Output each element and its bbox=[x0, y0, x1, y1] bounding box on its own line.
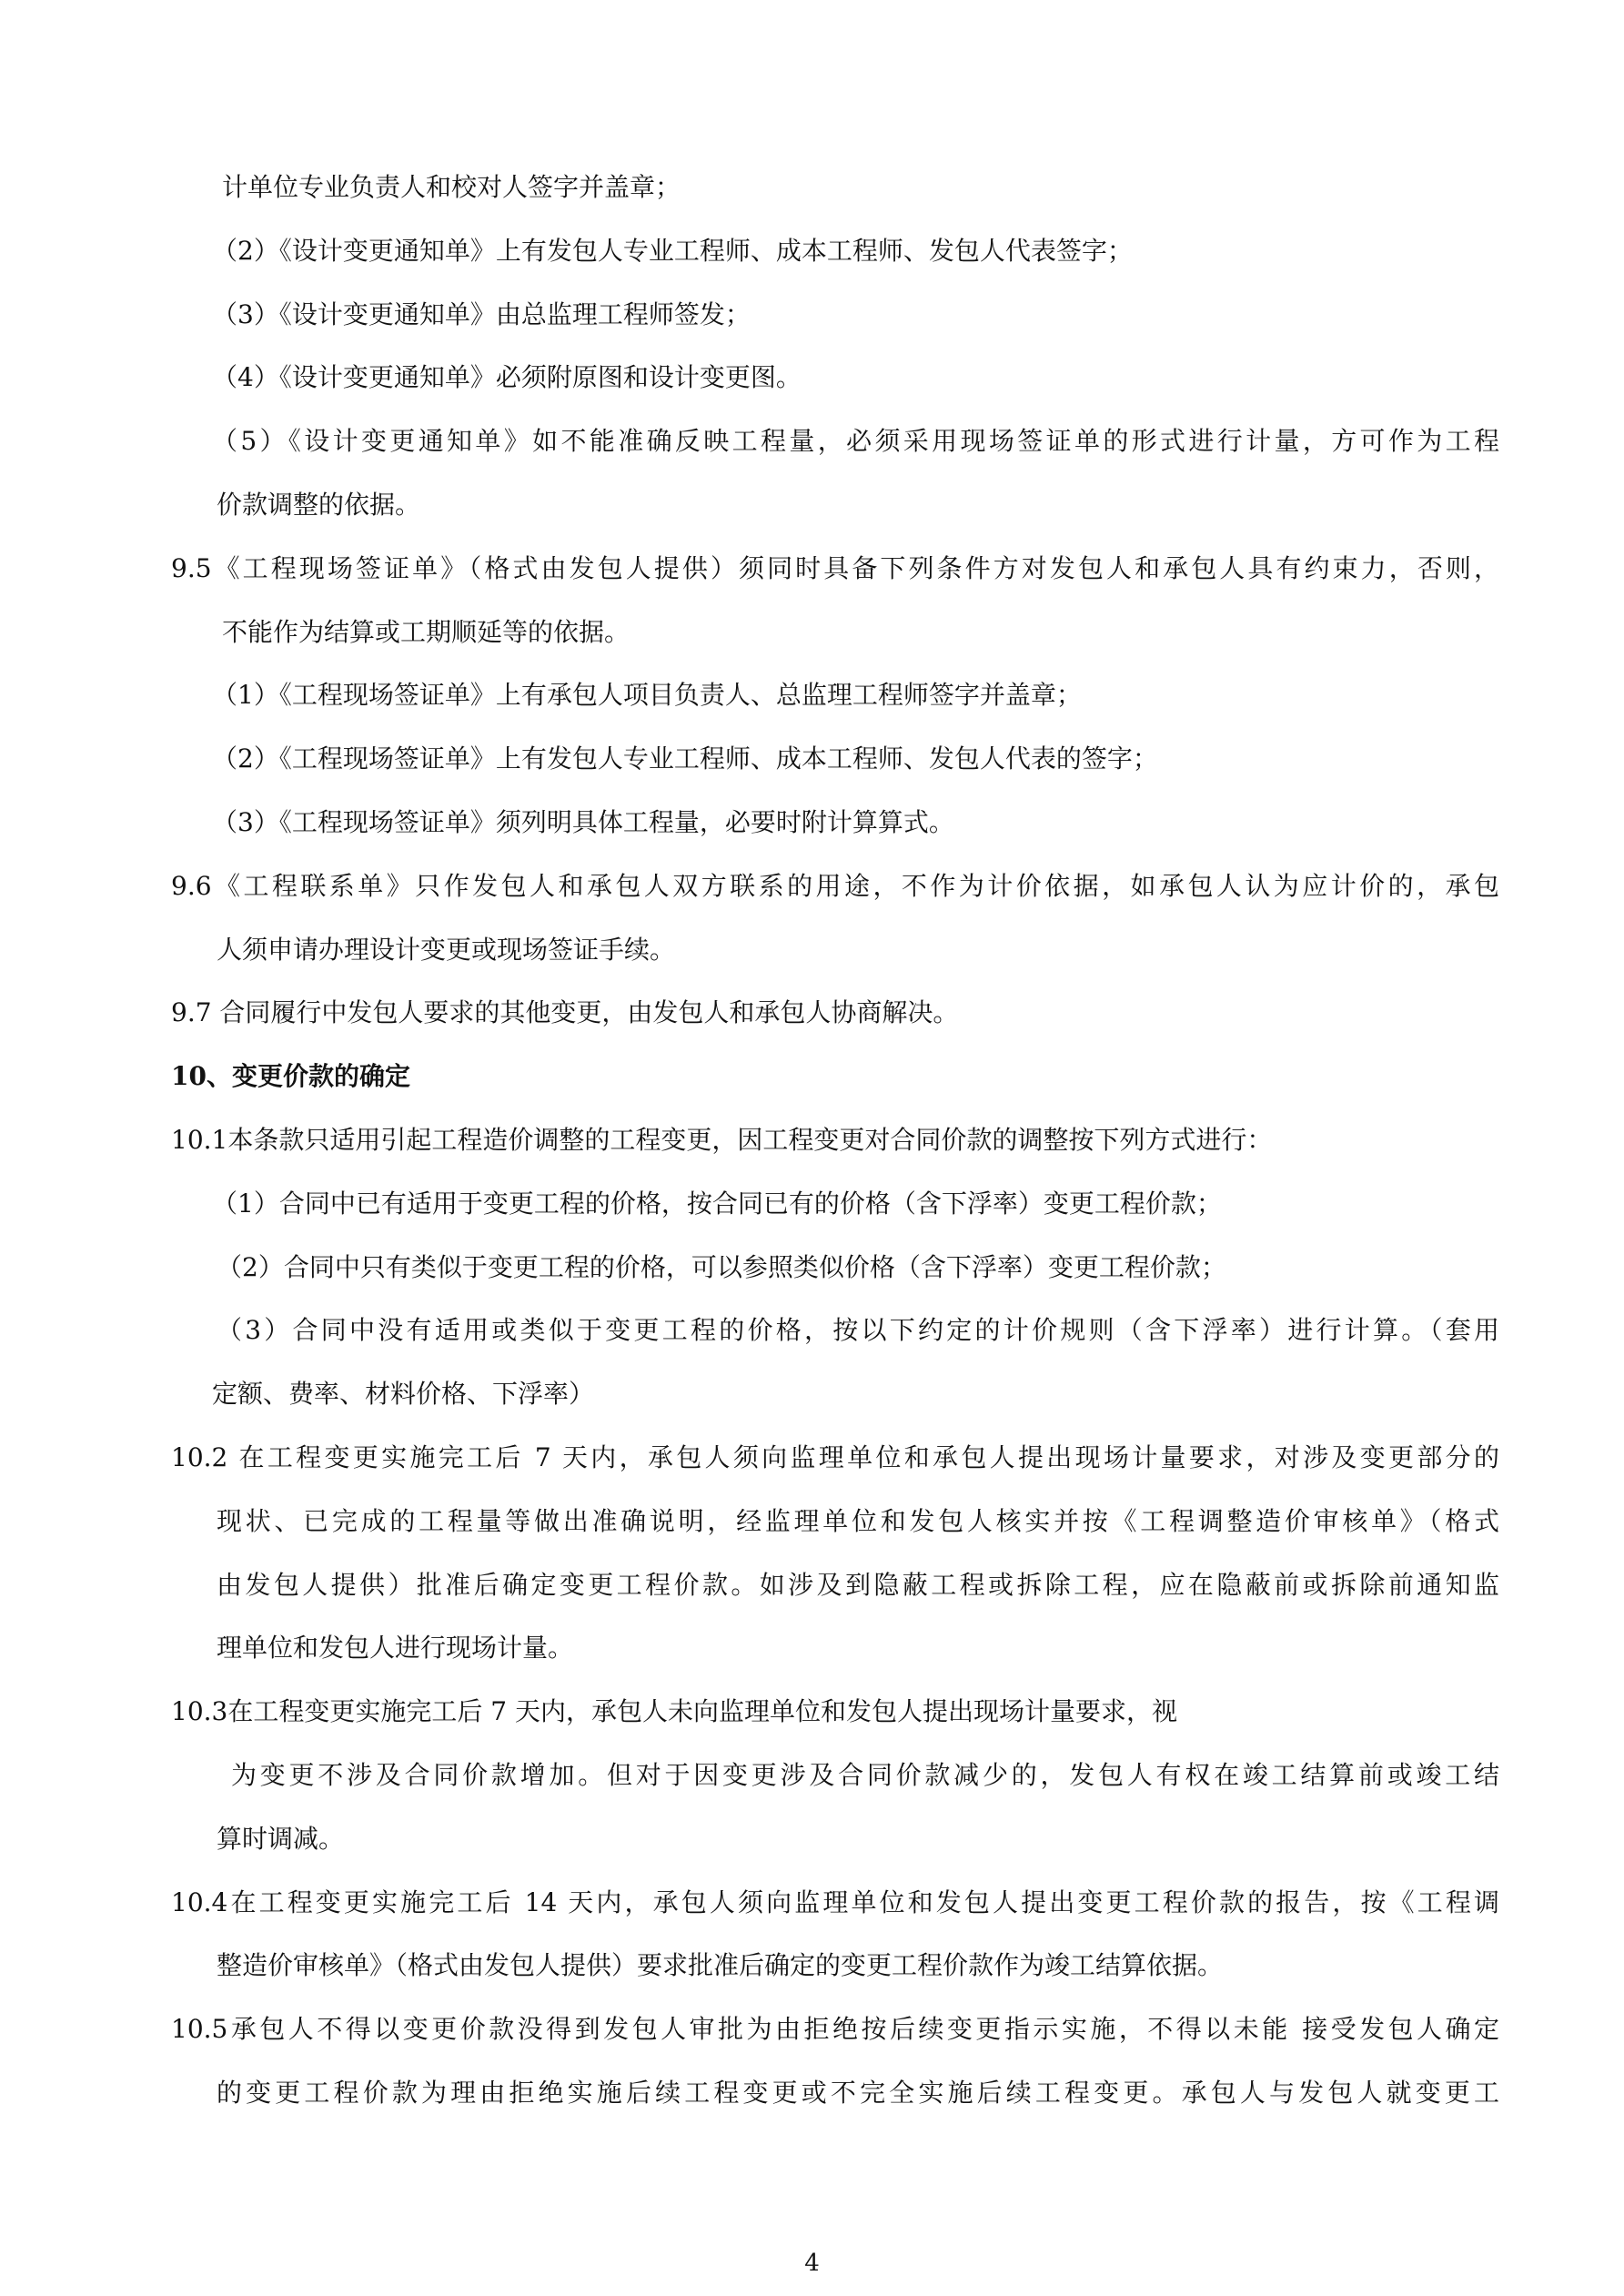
text-line: 计单位专业负责人和校对人签字并盖章； bbox=[222, 172, 681, 202]
text-line: （2）《设计变更通知单》上有发包人专业工程师、成本工程师、发包人代表签字； bbox=[212, 235, 1133, 266]
text-line: （1）《工程现场签证单》上有承包人项目负责人、总监理工程师签字并盖章； bbox=[212, 680, 1082, 711]
text-line: 9.5《工程现场签证单》（格式由发包人提供）须同时具备下列条件方对发包人和承包人具有约束力，否则， bbox=[171, 552, 1499, 583]
text-line: 定额、费率、材料价格、下浮率） bbox=[212, 1379, 595, 1410]
section-heading: 10、变更价款的确定 bbox=[171, 1061, 410, 1092]
text-line: （2）合同中只有类似于变更工程的价格，可以参照类似价格（含下浮率）变更工程价款； bbox=[217, 1251, 1226, 1282]
text-line: 不能作为结算或工期顺延等的依据。 bbox=[222, 616, 630, 647]
text-line: 10.1本条款只适用引起工程造价调整的工程变更，因工程变更对合同价款的调整按下列方式进行： bbox=[171, 1125, 1273, 1155]
text-line: 理单位和发包人进行现场计量。 bbox=[217, 1633, 574, 1664]
text-line: 算时调减。 bbox=[217, 1823, 345, 1854]
text-line: （3）《工程现场签证单》须列明具体工程量，必要时附计算算式。 bbox=[212, 807, 954, 837]
text-line: 现状、已完成的工程量等做出准确说明，经监理单位和发包人核实并按《工程调整造价审核单》（格式 bbox=[217, 1505, 1499, 1536]
text-line: 由发包人提供）批准后确定变更工程价款。如涉及到隐蔽工程或拆除工程，应在隐蔽前或拆除前通知监 bbox=[217, 1569, 1499, 1600]
text-line: （4）《设计变更通知单》必须附原图和设计变更图。 bbox=[212, 362, 802, 393]
text-line: （5）《设计变更通知单》如不能准确反映工程量，必须采用现场签证单的形式进行计量，方可作为工程 bbox=[212, 426, 1499, 457]
text-line: 人须申请办理设计变更或现场签证手续。 bbox=[217, 934, 676, 965]
text-line: 10.3在工程变更实施完工后 7 天内，承包人未向监理单位和发包人提出现场计量要求，视 bbox=[171, 1696, 1177, 1727]
text-line: 10.5承包人不得以变更价款没得到发包人审批为由拒绝按后续变更指示实施，不得以未能 接受发包人确定 bbox=[171, 2014, 1499, 2045]
text-line: 的变更工程价款为理由拒绝实施后续工程变更或不完全实施后续工程变更。承包人与发包人就变更工 bbox=[217, 2078, 1499, 2108]
text-line: （1）合同中已有适用于变更工程的价格，按合同已有的价格（含下浮率）变更工程价款； bbox=[212, 1188, 1222, 1219]
text-line: 9.7 合同履行中发包人要求的其他变更，由发包人和承包人协商解决。 bbox=[171, 997, 959, 1028]
text-line: 为变更不涉及合同价款增加。但对于因变更涉及合同价款减少的，发包人有权在竣工结算前或竣工结 bbox=[231, 1760, 1499, 1790]
text-line: 整造价审核单》（格式由发包人提供）要求批准后确定的变更工程价款作为竣工结算依据。 bbox=[217, 1950, 1224, 1981]
text-line: （3）合同中没有适用或类似于变更工程的价格，按以下约定的计价规则（含下浮率）进行计算。（套用 bbox=[217, 1315, 1499, 1346]
text-line: （2）《工程现场签证单》上有发包人专业工程师、成本工程师、发包人代表的签字； bbox=[212, 743, 1158, 774]
text-line: （3）《设计变更通知单》由总监理工程师签发； bbox=[212, 298, 751, 329]
text-line: 10.4在工程变更实施完工后 14 天内，承包人须向监理单位和发包人提出变更工程价款的报告，按《工程调 bbox=[171, 1886, 1499, 1917]
page-number: 4 bbox=[804, 2250, 820, 2277]
text-line: 9.6《工程联系单》只作发包人和承包人双方联系的用途，不作为计价依据，如承包人认为应计价的，承包 bbox=[171, 870, 1499, 901]
text-line: 价款调整的依据。 bbox=[217, 490, 421, 520]
text-line: 10.2 在工程变更实施完工后 7 天内，承包人须向监理单位和承包人提出现场计量要求，对涉及变更部分的 bbox=[171, 1442, 1499, 1472]
